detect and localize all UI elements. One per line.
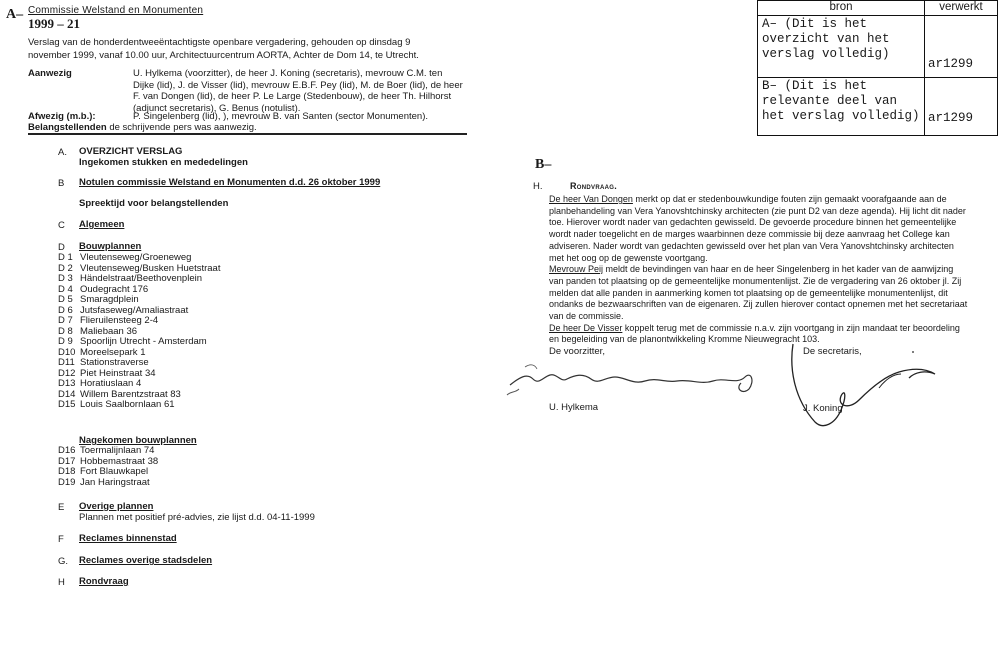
plan-address: Jan Haringstraat xyxy=(80,476,150,488)
building-plans-list xyxy=(58,253,220,411)
plan-code: D10 xyxy=(58,346,76,358)
section-f-letter: F xyxy=(58,534,64,545)
plan-address: Stationstraverse xyxy=(80,357,149,368)
section-b-letter: B xyxy=(58,178,65,189)
plan-address: Toermalijnlaan 74 xyxy=(80,445,155,456)
late-plans-title: Nagekomen bouwplannen xyxy=(79,435,197,446)
source-table xyxy=(757,0,998,136)
section-b-title: Notulen commissie Welstand en Monumenten d.d. 26 oktober 1999 xyxy=(79,177,381,188)
plan-code: D11 xyxy=(58,357,75,368)
plan-address: Spoorlijn Utrecht - Amsterdam xyxy=(80,336,207,347)
rondvraag-title: Rondvraag. xyxy=(570,181,618,191)
rondvraag-text: koppelt terug met de commissie n.a.v. zijn voortgang in zijn mandaat ter beoordeling en begeleiding van de planontwikkeling Kromme Nieuwegracht 103. xyxy=(549,322,960,345)
plan-address: Willem Barentzstraat 83 xyxy=(80,388,181,400)
section-g-letter: G. xyxy=(58,556,69,567)
plan-code: D 5 xyxy=(58,294,73,305)
plan-code: D16 xyxy=(58,445,76,456)
plan-code: D 9 xyxy=(58,336,73,347)
plan-item xyxy=(58,400,220,411)
plan-address: Horatiuslaan 4 xyxy=(80,378,142,389)
rondvraag-text: merkt op dat er stedenbouwkundige fouten zijn gemaakt voorafgaande aan de planbehandeling van Vera Yanovshtchinsky architecten (zie punt D2 van deze agenda). Hij licht dit nader toe. Hierover wordt nader van gedachten gewisseld. De gevoerde procedure binnen het gemeentelijke wordt nader toegelicht en de marges waarbinnen deze commissie bij deze aanvraag het College kan adviseren. Nader wordt van gedachten gewisseld over het plan van Vera Yanovshtchinsky architecten met het oog op de gewenste voortgang. xyxy=(549,194,966,263)
bron-row-b xyxy=(758,78,925,136)
section-h-letter: H xyxy=(58,577,65,588)
section-h-title: Rondvraag xyxy=(79,576,129,587)
plan-address: Hobbemastraat 38 xyxy=(80,455,159,467)
plan-address: Smaragdplein xyxy=(80,294,139,305)
section-c-title: Algemeen xyxy=(79,219,125,230)
plan-code: D 8 xyxy=(58,325,73,337)
stakeholders-label: Belangstellenden xyxy=(28,122,107,133)
header-divider xyxy=(28,133,467,135)
section-c-letter: C xyxy=(58,220,65,231)
section-f-title: Reclames binnenstad xyxy=(79,533,177,544)
speaker-name: De heer De Visser xyxy=(549,322,623,333)
section-marker-b: B– xyxy=(535,157,552,172)
plan-code: D12 xyxy=(58,367,76,379)
section-d-letter: D xyxy=(58,242,65,253)
plan-code: D 4 xyxy=(58,283,73,295)
chair-signature-label: De voorzitter, xyxy=(549,346,605,357)
chair-name: U. Hylkema xyxy=(549,402,599,413)
plan-address: Fort Blauwkapel xyxy=(80,466,149,477)
plan-code: D18 xyxy=(58,466,76,477)
plan-address: Vleutenseweg/Busken Huetstraat xyxy=(80,262,221,274)
section-marker-a: A– xyxy=(6,7,24,22)
stakeholders-line xyxy=(28,122,257,133)
bron-row-b-text: B– (Dit is het relevante deel van het verslag volledig) xyxy=(762,79,920,123)
section-e-subtitle: Plannen met positief pré-advies, zie lijst d.d. 04-11-1999 xyxy=(79,512,315,523)
plan-code: D 1 xyxy=(58,252,73,263)
chair-signature xyxy=(505,355,775,405)
bron-header: bron xyxy=(758,1,925,16)
rondvraag-text: meldt de bevindingen van haar en de heer Singelenberg in het kader van de aanwijzing van panden tot plaatsing op de gemeentelijke monumentenlijst. Zie de vergadering van 26 oktober jl. Zij melden dat alle panden in aanmerking komen tot plaatsing op de gemeentelijke monumentenlijst, dit ondanks de bezwaarschriften van de eigenaren. Zij zullen hierover contact opnemen met het secretariaat van de commissie. xyxy=(549,264,968,322)
report-number: 1999 – 21 xyxy=(28,16,80,31)
present-label: Aanwezig xyxy=(28,68,72,79)
report-intro: Verslag van de honderdentweeëntachtigste openbare vergadering, gehouden op dinsdag 9 november 1999, vanaf 10.00 uur, Architectuurcentrum AORTA, Achter de Dom 14, te Utrecht. xyxy=(28,37,419,61)
plan-address: Moreelsepark 1 xyxy=(80,346,146,358)
rondvraag-body xyxy=(549,194,969,346)
rondvraag-letter: H. xyxy=(533,181,543,192)
plan-address: Louis Saalbornlaan 61 xyxy=(80,399,175,410)
plan-code: D13 xyxy=(58,378,76,389)
secretary-name: J. Koning xyxy=(803,403,843,414)
plan-address: Piet Heinstraat 34 xyxy=(80,367,156,379)
plan-address: Händelstraat/Beethovenplein xyxy=(80,273,203,284)
plan-address: Jutsfaseweg/Amaliastraat xyxy=(80,304,189,316)
section-a-title: OVERZICHT VERSLAG xyxy=(79,146,183,157)
verwerkt-row-a-text: ar1299 xyxy=(928,57,974,71)
section-e-letter: E xyxy=(58,502,65,513)
plan-code: D14 xyxy=(58,388,76,400)
plan-item xyxy=(58,478,158,489)
section-a-letter: A. xyxy=(58,147,67,158)
plan-code: D17 xyxy=(58,455,76,467)
plan-code: D19 xyxy=(58,476,76,488)
verwerkt-row-b-text: ar1299 xyxy=(928,111,974,125)
secretary-signature xyxy=(775,340,955,430)
bron-row-a xyxy=(758,16,925,78)
plan-code: D 6 xyxy=(58,304,73,316)
plan-address: Oudegracht 176 xyxy=(80,283,149,295)
section-d-title: Bouwplannen xyxy=(79,241,142,252)
verwerkt-header: verwerkt xyxy=(925,1,998,16)
organisation-title: Commissie Welstand en Monumenten xyxy=(28,5,204,16)
plan-code: D 2 xyxy=(58,262,73,274)
present-text: U. Hylkema (voorzitter), de heer J. Koning (secretaris), mevrouw C.M. ten Dijke (lid), J. de Visser (lid), mevrouw E.B.F. Pey (lid), M. de Boer (lid), de heer F. van Dongen (lid), de heer P. Le Large (Stedenbouw), de heer Th. Hilhorst (adjunct secretaris), G. Benus (notulist). xyxy=(133,68,463,114)
stakeholders-text: de schrijvende pers was aanwezig. xyxy=(109,122,257,133)
plan-address: Vleutenseweg/Groeneweg xyxy=(80,252,192,263)
plan-address: Flieruilensteeg 2-4 xyxy=(80,315,159,326)
speaker-name: De heer Van Dongen xyxy=(549,194,633,204)
verwerkt-row-b xyxy=(925,78,998,136)
rondvraag-item-2 xyxy=(549,264,969,323)
absent-label: Afwezig (m.b.): xyxy=(28,111,96,122)
plan-address: Maliebaan 36 xyxy=(80,325,138,337)
secretary-signature-label: De secretaris, xyxy=(803,346,862,357)
plan-code: D 3 xyxy=(58,273,73,284)
bron-row-a-text: A– (Dit is het overzicht van het verslag volledig) xyxy=(762,17,890,61)
late-plans-list xyxy=(58,446,158,488)
rondvraag-item-1 xyxy=(549,194,969,264)
plan-code: D15 xyxy=(58,399,76,410)
section-e-title: Overige plannen xyxy=(79,501,154,512)
plan-code: D 7 xyxy=(58,315,73,326)
absent-text: P. Singelenberg (lid), ), mevrouw B. van Santen (sector Monumenten). xyxy=(133,111,428,122)
speaker-name: Mevrouw Peij xyxy=(549,264,604,275)
section-a-subtitle: Ingekomen stukken en mededelingen xyxy=(79,157,248,168)
section-b-subtitle: Spreektijd voor belangstellenden xyxy=(79,198,229,209)
verwerkt-row-a xyxy=(925,16,998,78)
section-g-title: Reclames overige stadsdelen xyxy=(79,555,213,566)
